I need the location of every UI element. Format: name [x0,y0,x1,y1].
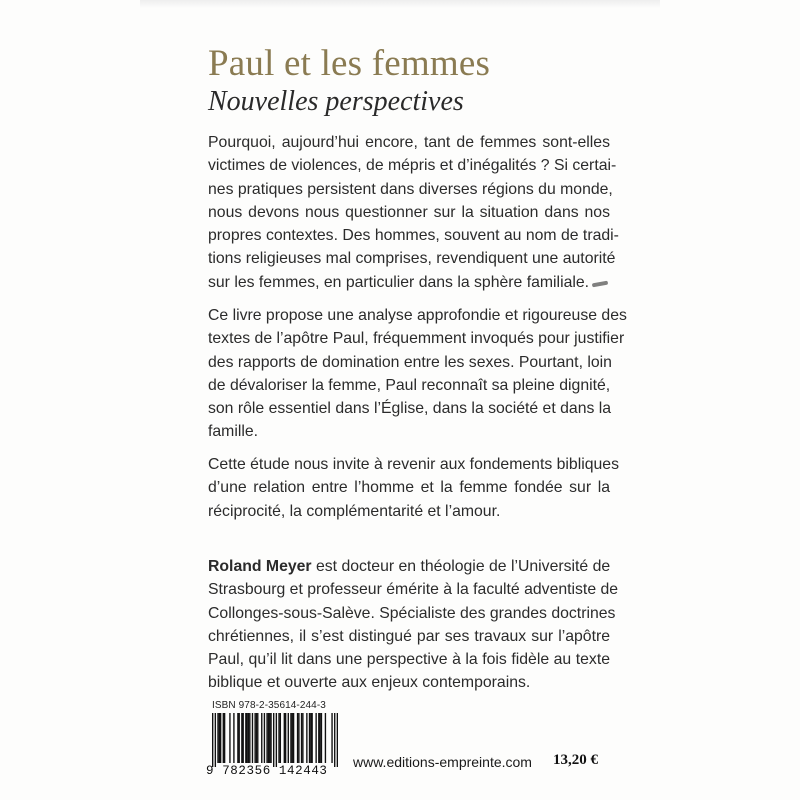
text-line: famille. [208,423,259,441]
text-line: d’une relation entre l’homme et la femme fondée sur la [208,479,610,497]
barcode-bar [256,713,257,763]
barcode-bar [212,713,213,767]
barcode-bar [292,713,293,763]
barcode-bar [311,713,312,763]
barcode-bar [257,713,258,763]
barcode-bar [261,713,262,763]
book-subtitle: Nouvelles perspectives [208,86,464,117]
text-line: victimes de violences, de mépris et d’inégalités ? Si certai- [208,157,617,175]
text-line: biblique et ouverte aux enjeux contemporains. [208,674,531,692]
text-line: Strasbourg et professeur émérite à la faculté adventiste de [208,581,619,599]
barcode-bar [264,713,265,763]
barcode-bar [278,713,279,763]
barcode-bar [246,713,247,763]
text-line: de dévaloriser la femme, Paul reconnaît sa pleine dignité, [208,376,611,394]
barcode-bar [321,713,322,763]
barcode-bar [270,713,271,763]
barcode-bar [334,713,335,767]
barcode-bar [220,713,221,763]
barcode-bar [306,713,307,763]
text-line: Ce livre propose une analyse approfondie et rigoureuse des [208,307,627,324]
barcode-bar [217,713,218,763]
barcode-bar [219,713,220,763]
barcode-bar [309,713,310,763]
text-line: Collonges-sous-Salève. Spécialiste des grandes doctrines [208,604,616,622]
description-paragraph-1 [208,131,619,294]
author-bio [208,555,619,695]
bio-first-line [208,555,610,578]
barcode-bar [337,713,338,767]
text-line: nous devons nous questionner sur la situation dans nos [208,203,610,221]
text-line: réciprocité, la complémentarité et l’amour. [208,502,501,520]
barcode-bar [301,713,302,763]
barcode-bar [302,713,303,763]
text-line: tions religieuses mal comprises, revendiquent une autorité [208,250,616,268]
barcode-bar [254,713,255,763]
barcode-bar [215,713,216,767]
barcode-bar [273,713,274,767]
barcode-bar [290,713,291,763]
text-line: Paul, qu’il lit dans une perspective à la fois fidèle au texte [208,651,610,669]
publisher-website: www.editions-empreinte.com [353,754,532,770]
top-edge-shadow [140,0,660,8]
barcode-bar [241,713,242,763]
barcode-bar [248,713,249,763]
barcode-bar [224,713,225,763]
barcode-bar [229,713,230,763]
barcode-bar [252,713,253,763]
barcode-bar [319,713,320,763]
barcode-bar [223,713,224,763]
barcode-bar [266,713,267,763]
barcode-bar [237,713,238,763]
barcode-bar [268,713,269,763]
barcode-bar [243,713,244,763]
text-line: Cette étude nous invite à revenir aux fondements bibliques [208,456,619,473]
barcode-bar [280,713,281,763]
barcode-bar [310,713,311,763]
text-line: son rôle essentiel dans l’Église, dans la société et dans la [208,400,612,418]
barcode-bar [269,713,270,763]
barcode [212,713,338,767]
barcode-digits: 9 782356 142443 [206,764,328,778]
barcode-bar [249,713,250,763]
text-line: chrétiennes, il s’est distingué par ses travaux sur l’apôtre [208,627,610,645]
text-line: des rapports de domination entre les sexes. Pourtant, loin [208,353,612,371]
barcode-bar [239,713,240,763]
text-line: sur les femmes, en particulier dans la sphère familiale. [208,273,590,291]
text-line: textes de l’apôtre Paul, fréquemment invoqués pour justifier [208,330,625,348]
price: 13,20 € [553,752,598,768]
author-name: Roland Meyer [208,558,312,575]
isbn-label: ISBN 978-2-35614-244-3 [212,700,326,711]
text-line: nes pratiques persistent dans diverses régions du monde, [208,180,613,198]
barcode-bar [233,713,234,763]
description-paragraph-2 [208,304,627,444]
bio-line-rest: est docteur en théologie de l’Université de [311,558,611,575]
barcode-bar [331,713,332,763]
barcode-bar [298,713,299,763]
barcode-bar [315,713,316,763]
barcode-bar [325,713,326,763]
text-line: propres contextes. Des hommes, souvent au nom de tradi- [208,227,619,245]
barcode-bar [276,713,277,767]
barcode-bar [293,713,294,763]
text-line: Pourquoi, aujourd’hui encore, tant de femmes sont-elles [208,134,610,151]
barcode-bar [284,713,285,763]
barcode-bar [297,713,298,763]
barcode-bar [245,713,246,763]
barcode-bar [288,713,289,763]
barcode-bar [285,713,286,763]
description-paragraph-3 [208,453,619,523]
barcode-bar [318,713,319,763]
book-title: Paul et les femmes [208,43,491,84]
